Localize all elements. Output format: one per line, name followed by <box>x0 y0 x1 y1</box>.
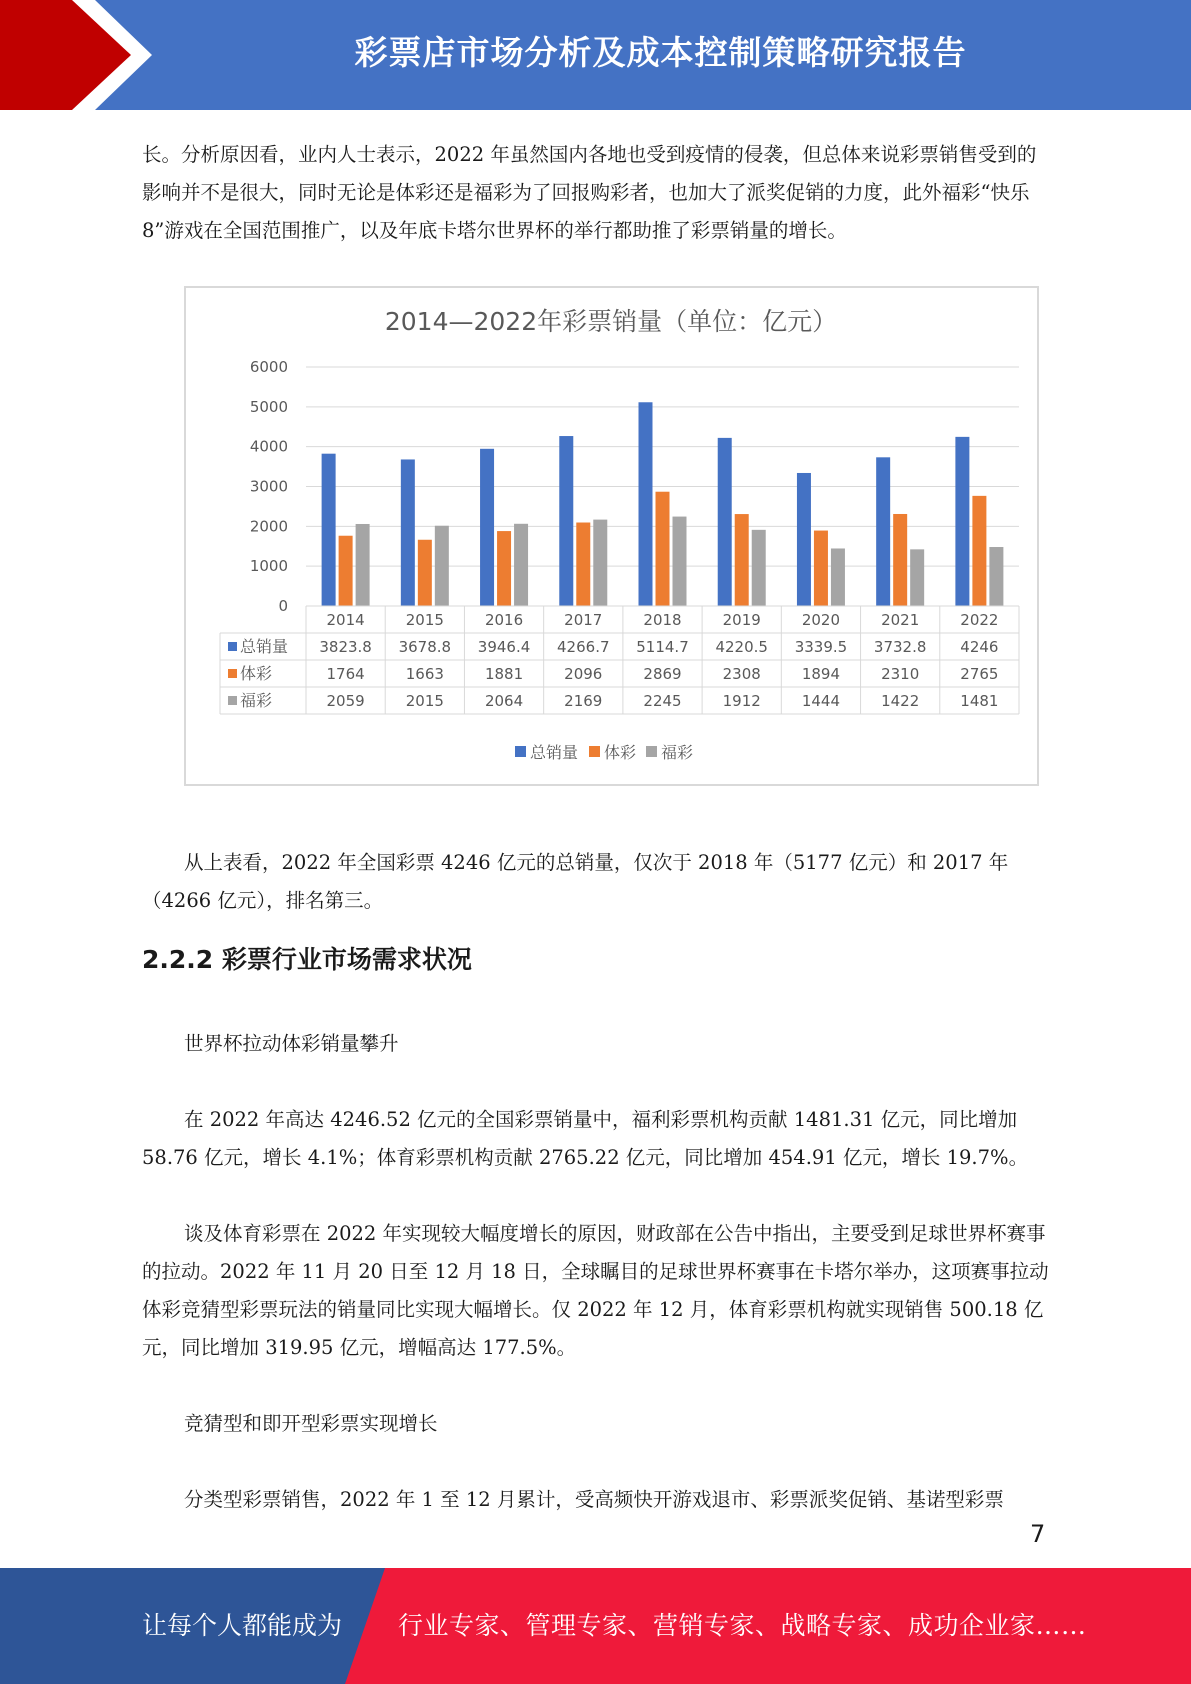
data-label: 2064 <box>484 692 524 710</box>
legend-label: 福彩 <box>661 743 694 762</box>
bar-福彩 <box>514 524 528 606</box>
bar-福彩 <box>435 526 449 606</box>
data-label: 2245 <box>643 692 682 710</box>
x-tick-label: 2022 <box>960 611 999 629</box>
y-tick-label: 0 <box>278 597 288 615</box>
data-label: 3823.8 <box>319 638 372 656</box>
bar-总销量 <box>401 459 415 606</box>
x-tick-label: 2020 <box>801 611 841 629</box>
y-tick-label: 6000 <box>249 358 288 376</box>
page-number: 7 <box>1030 1520 1046 1548</box>
page-header <box>0 0 1191 110</box>
footer-slogan-right: 行业专家、管理专家、营销专家、战略专家、成功企业家…… <box>398 1611 1087 1640</box>
report-title: 彩票店市场分析及成本控制策略研究报告 <box>354 33 967 72</box>
data-label: 1481 <box>960 692 999 710</box>
table-series-label: 体彩 <box>240 664 273 683</box>
bar-总销量 <box>876 457 890 606</box>
data-label: 1422 <box>881 692 920 710</box>
table-legend-key <box>228 696 237 705</box>
table-series-label: 福彩 <box>240 691 273 710</box>
page-footer <box>0 1568 1191 1684</box>
data-label: 5114.7 <box>636 638 689 656</box>
bar-体彩 <box>339 536 353 606</box>
y-tick-label: 4000 <box>249 437 288 456</box>
data-label: 2869 <box>643 665 682 683</box>
bar-总销量 <box>480 449 494 606</box>
data-label: 1444 <box>801 692 841 710</box>
y-tick-label: 1000 <box>249 557 288 576</box>
data-label: 1912 <box>722 692 761 710</box>
y-tick-label: 3000 <box>249 477 288 496</box>
paragraph-ranking: 从上表看，2022 年全国彩票 4246 亿元的总销量，仅次于 2018 年（5177 亿元）和 2017 年（4266 亿元），排名第三。 <box>142 851 1009 912</box>
x-tick-label: 2017 <box>564 611 603 629</box>
table-series-label: 总销量 <box>240 637 289 656</box>
paragraph-growth-reasons: 长。分析原因看，业内人士表示，2022 年虽然国内各地也受到疫情的侵袭，但总体来说彩票销售受到的影响并不是很大，同时无论是体彩还是福彩为了回报购彩者，也加大了派奖促销的力度，此外福彩“快乐 8”游戏在全国范围推广，以及年底卡塔尔世界杯的举行都助推了彩票销量的增长。 <box>142 143 1037 242</box>
data-label: 2765 <box>960 665 999 683</box>
data-label: 2308 <box>722 665 761 683</box>
x-tick-label: 2021 <box>881 611 920 629</box>
legend-label: 体彩 <box>604 743 637 762</box>
data-label: 3678.8 <box>398 638 452 656</box>
data-label: 2169 <box>564 692 603 710</box>
bar-总销量 <box>322 454 336 606</box>
data-label: 4266.7 <box>557 638 610 656</box>
bar-福彩 <box>752 530 766 606</box>
y-tick-label: 5000 <box>249 397 288 416</box>
bar-体彩 <box>497 531 511 606</box>
bar-总销量 <box>718 438 732 606</box>
bar-体彩 <box>893 514 907 606</box>
bar-总销量 <box>639 402 653 606</box>
bar-体彩 <box>576 523 590 606</box>
bar-福彩 <box>673 517 687 606</box>
bar-福彩 <box>989 547 1003 606</box>
x-tick-label: 2015 <box>405 611 444 629</box>
data-label: 2310 <box>881 665 920 683</box>
subheading-quiz-instant: 竞猜型和即开型彩票实现增长 <box>184 1412 438 1435</box>
data-label: 3732.8 <box>873 638 927 656</box>
bar-总销量 <box>797 473 811 606</box>
paragraph-sports-lottery-growth: 谈及体育彩票在 2022 年实现较大幅度增长的原因，财政部在公告中指出，主要受到足球世界杯赛事的拉动。2022 年 11 月 20 日至 12 月 18 日，全球瞩目的足球世界杯赛事在卡塔尔举办，这项赛事拉动体彩竞猜型彩票玩法的销量同比实现大幅增长。仅 2022 年 12 月，体育彩票机构就实现销售 500.18 亿元，同比增加 319.95 亿元，增幅高达 177.5%。 <box>142 1222 1049 1359</box>
bar-体彩 <box>814 531 828 606</box>
bar-体彩 <box>418 540 432 606</box>
data-label: 4220.5 <box>715 638 768 656</box>
x-tick-label: 2019 <box>722 611 761 629</box>
bar-福彩 <box>831 548 845 606</box>
footer-slogan-left: 让每个人都能成为 <box>142 1611 343 1640</box>
data-label: 2059 <box>326 692 365 710</box>
legend-key <box>646 746 657 757</box>
sales-chart <box>184 286 1039 786</box>
data-label: 1881 <box>484 665 524 683</box>
bar-chart-svg <box>186 288 1041 788</box>
paragraph-category-sales: 分类型彩票销售，2022 年 1 至 12 月累计，受高频快开游戏退市、彩票派奖促销、基诺型彩票 <box>184 1488 1004 1511</box>
chart-title: 2014—2022年彩票销量（单位：亿元） <box>384 307 838 336</box>
data-label: 4246 <box>960 638 999 656</box>
x-tick-label: 2018 <box>643 611 682 629</box>
data-label: 2096 <box>564 665 603 683</box>
legend-key <box>515 746 526 757</box>
data-label: 1764 <box>326 665 365 683</box>
x-tick-label: 2014 <box>326 611 365 629</box>
bar-福彩 <box>593 520 607 606</box>
data-label: 3339.5 <box>794 638 848 656</box>
bar-体彩 <box>735 514 749 606</box>
legend-label: 总销量 <box>530 743 579 762</box>
data-label: 1894 <box>801 665 841 683</box>
bar-体彩 <box>972 496 986 606</box>
bar-总销量 <box>955 437 969 606</box>
legend-key <box>589 746 600 757</box>
table-legend-key <box>228 642 237 651</box>
bar-体彩 <box>656 492 670 606</box>
paragraph-sales-contribution: 在 2022 年高达 4246.52 亿元的全国彩票销量中，福利彩票机构贡献 1481.31 亿元，同比增加 58.76 亿元，增长 4.1%；体育彩票机构贡献 2765.22 亿元，同比增加 454.91 亿元，增长 19.7%。 <box>142 1108 1029 1169</box>
bar-福彩 <box>910 549 924 606</box>
section-heading: 2.2.2 彩票行业市场需求状况 <box>142 945 472 974</box>
x-tick-label: 2016 <box>484 611 524 629</box>
y-tick-label: 2000 <box>249 517 288 536</box>
subheading-world-cup: 世界杯拉动体彩销量攀升 <box>184 1032 399 1055</box>
table-legend-key <box>228 669 237 678</box>
bar-福彩 <box>356 524 370 606</box>
data-label: 1663 <box>405 665 444 683</box>
bar-总销量 <box>559 436 573 606</box>
data-label: 3946.4 <box>477 638 531 656</box>
data-label: 2015 <box>405 692 444 710</box>
